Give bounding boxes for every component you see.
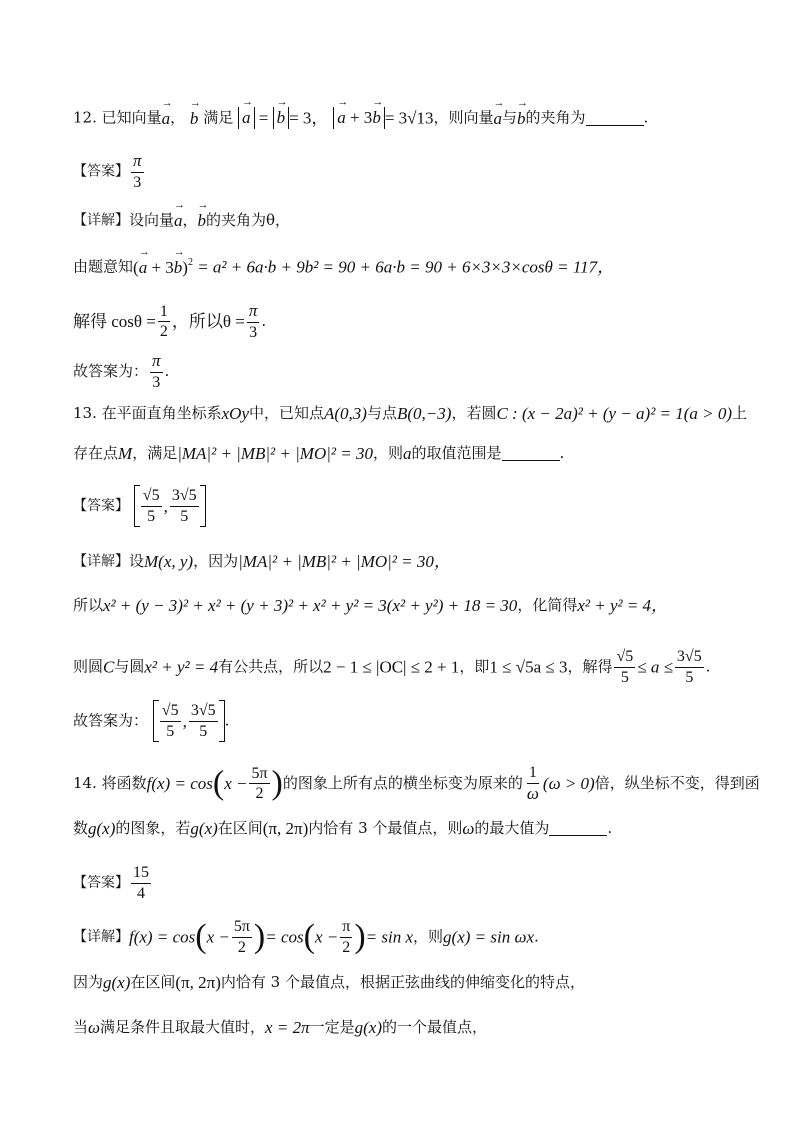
vector-b: → b (198, 212, 207, 229)
q14-d3-a: 当 (73, 1018, 89, 1036)
q13-dot: . (559, 444, 565, 462)
q12-and: 与 (502, 108, 518, 127)
q12-d1-tail: 的夹角为θ， (206, 211, 291, 229)
answer-blank (586, 111, 644, 126)
q14-k-cond: (ω > 0) (542, 774, 595, 794)
q13-d3-g: 1 ≤ √5a ≤ 3 (489, 657, 568, 677)
q14-detail-3 (73, 1019, 487, 1036)
q13-d3-c: x² + y² = 4 (144, 657, 219, 677)
q14-d1-eq: = cos (265, 927, 304, 947)
q13-stem-2 (73, 445, 564, 462)
q13-d2-b: ，化简得 (517, 596, 578, 614)
q12-d3-end: . (261, 312, 267, 331)
vector-b: → b (277, 107, 286, 129)
q13-answer-interval: $\frac{√5}{5}$ , $\frac{3√5}{5}$ (134, 485, 206, 527)
q14-d3-d: 一定是 (309, 1018, 355, 1036)
q13-l2c: ，则 (372, 444, 403, 462)
frac-den: 5 (685, 668, 694, 686)
answer-label: 【答案】 (73, 498, 129, 515)
answer-label: 【答案】 (73, 163, 129, 180)
q14-l2a: 数 (73, 819, 89, 837)
q14-stem-2 (73, 820, 612, 837)
q13-d3-f: ，即 (459, 657, 490, 676)
vector-a: → a (494, 110, 503, 127)
comma: ， (170, 108, 186, 127)
q12-detail-1 (73, 212, 290, 229)
frac-num: π (131, 152, 144, 173)
q13-point-b: B(0,−3) (397, 404, 452, 423)
q14-l2b: 的图象，若 (115, 819, 191, 837)
q12-satisfy: 满足 (203, 108, 234, 127)
q12-dot: . (643, 108, 649, 127)
vector-b: → b (517, 110, 526, 127)
q13-d1-c: |MA|² + |MB|² + |MO|² = 30， (238, 552, 451, 571)
vector-b: → b (372, 107, 381, 129)
q14-g: g(x) (103, 973, 131, 992)
q12-final-frac (150, 352, 163, 391)
q13-point-a: A(0,3) (324, 404, 367, 423)
frac-den: 2 (237, 938, 246, 956)
q14-l2d: 内恰有 3 个最值点，则 (308, 819, 463, 837)
q13-detail-3 (73, 648, 710, 686)
frac-num: 3√5 (170, 487, 199, 507)
frac-den: 5 (199, 722, 208, 740)
frac-num: 5π (232, 918, 252, 938)
frac-den: 5 (147, 507, 156, 525)
q13-l2a: 存在点 (73, 444, 119, 462)
q13-d3-b: 与圆 (114, 657, 145, 676)
q13-s3: ，若圆 (451, 404, 497, 422)
q13-final-interval: $\frac{√5}{5}$ , $\frac{3√5}{5}$ (153, 700, 225, 742)
q14-d1-x: x − (206, 927, 230, 947)
q14-l2e: 的最大值为 (474, 819, 550, 837)
detail-label: 【详解】 (73, 929, 129, 946)
final-label: 故答案为： (73, 362, 149, 381)
q13-d3-a: 则圆 (73, 657, 104, 676)
q13-a: a (403, 444, 412, 463)
q12-d2-prefix: 由题意知 (73, 257, 134, 276)
q14-d2-a: 因为 (73, 973, 104, 991)
frac-one-half (158, 303, 170, 341)
abs-a (238, 107, 255, 129)
q14-g: g(x) (190, 819, 218, 838)
frac-den: 2 (342, 938, 351, 956)
q14-d1-eq2: = sin x (365, 927, 414, 947)
frac-num: √5 (160, 702, 181, 722)
q14-d3-b: 满足条件且取最大值时， (100, 1018, 266, 1036)
q12-stem-text: 12. 已知向量 (73, 108, 162, 127)
q14-f1: f(x) = cos (146, 774, 213, 794)
vector-b: → b (174, 259, 183, 276)
q14-d1-end: . (534, 927, 539, 946)
q14-d1-x: x − (314, 927, 339, 947)
answer-label: 【答案】 (73, 875, 129, 892)
q13-d2-a: 所以 (73, 596, 104, 614)
vector-a: → a (242, 107, 251, 129)
q13-detail-2 (73, 597, 668, 614)
q14-stem-1: 14. 将函数f(x) = cos(x − $\frac{5\pi}{2}$ )的图象上所有点的横坐标变为原来的 $\frac{1}{\omega}$ (ω > 0)倍，纵坐标不变，得到函 (73, 764, 760, 803)
frac-den: 5 (166, 722, 175, 740)
q14-omega: ω (462, 819, 475, 838)
vector-a: → a (162, 110, 171, 127)
frac-num: 5π (249, 765, 269, 785)
q14-stem-text: 14. 将函数 (73, 774, 147, 793)
q13-detail-1 (73, 553, 451, 570)
vector-a: → a (174, 212, 183, 229)
q12-stem: 12. 已知向量→ a， → b 满足 → a = → b = 3， → a + 3→ b = 3√13，则向量→ a与→ b的夹角为 . (73, 107, 648, 129)
q14-detail-1: 【详解】f(x) = cos(x − $\frac{5\pi}{2}$ )= cos(x − $\frac{\pi}{2}$ )= sin x，则g(x) = sin ωx. (73, 918, 539, 956)
q13-l2d: 的取值范围是 (411, 444, 502, 462)
q12-detail-3 (73, 302, 266, 341)
q12-answer-frac (131, 152, 144, 191)
q13-s2: 与点 (366, 404, 397, 422)
frac-den: 2 (159, 323, 168, 341)
answer-blank (502, 446, 560, 461)
q14-f1-x: x − (224, 774, 248, 794)
q14-answer-frac (131, 864, 151, 902)
q13-s4: 上 (732, 404, 748, 422)
frac-num: 1 (158, 303, 170, 323)
abs-a-plus-3b: → a + 3→ b (333, 107, 385, 129)
q13-final (73, 700, 229, 742)
q12-detail-2: 由题意知(→ a + 3→ b)$^2$ = a² + 6a·b + 9b² = 90 + 6a·b = 90 + 6×3×3×cosθ = 117， (73, 258, 614, 276)
frac-den: 5 (180, 507, 189, 525)
vector-a: → a (337, 107, 346, 129)
frac-num: √5 (141, 487, 162, 507)
q12-eq-mag: = 3， (289, 108, 329, 128)
q14-dot: . (607, 819, 613, 837)
q14-s1: 的图象上所有点的横坐标变为原来的 (282, 774, 523, 793)
vector-a: → a (139, 259, 148, 276)
q12-d2-math: = a² + 6a·b + 9b² = 90 + 6a·b = 90 + 6×3×3×cosθ = 117， (197, 257, 615, 277)
frac-num: 1 (527, 764, 539, 784)
q14-interval: (π, 2π) (262, 819, 309, 838)
q14-interval: (π, 2π) (175, 973, 221, 992)
q13-d3-d: 有公共点，所以 (218, 657, 324, 676)
q13-l2b: ，满足 (132, 444, 178, 462)
q13-m: M (118, 444, 133, 463)
q13-d1-m: M(x, y) (144, 552, 194, 571)
q13-cond: |MA|² + |MB|² + |MO|² = 30 (177, 444, 373, 463)
q12-final-end: . (164, 362, 170, 381)
comma: ， (182, 211, 198, 229)
q14-d1-b: ，则 (413, 927, 444, 946)
q12-d3-mid: ，所以θ = (171, 312, 245, 332)
frac-num: 3√5 (189, 702, 218, 722)
q13-s1: 中，已知点 (249, 404, 325, 422)
q13-circle: C : (x − 2a)² + (y − a)² = 1(a > 0) (496, 404, 733, 423)
q13-answer (73, 485, 206, 527)
q14-d3-e: 的一个最值点， (381, 1018, 487, 1036)
q13-final-end: . (224, 711, 230, 730)
frac-num: 15 (131, 864, 151, 884)
q12-d1-text: 设向量 (129, 211, 175, 229)
answer-blank (549, 821, 607, 836)
q13-d1-b: ，因为 (193, 552, 239, 570)
q12-tail2: 的夹角为 (525, 108, 586, 127)
frac-den: ω (526, 783, 539, 803)
q13-d3-h: ，解得 (567, 657, 613, 676)
frac-den: 3 (249, 323, 258, 341)
q14-d2-b: 在区间 (130, 973, 176, 991)
vector-b: → b (190, 110, 199, 127)
q13-d1-a: 设 (129, 552, 145, 570)
q14-d1-f: f(x) = cos (129, 927, 196, 947)
frac-num: π (150, 352, 163, 373)
q13-stem-1 (73, 405, 747, 422)
frac-den: 5 (620, 668, 629, 686)
abs-b (273, 107, 290, 129)
q14-s2: 倍，纵坐标不变，得到函 (594, 774, 760, 793)
q13-d3-end: . (705, 657, 711, 676)
q13-d3-i: ≤ a ≤ (637, 657, 673, 677)
frac-num: √5 (614, 648, 635, 668)
frac-den: 2 (255, 785, 264, 803)
q13-d3-c-letter: C (103, 657, 115, 677)
q14-d3-c: x = 2π (265, 1018, 310, 1037)
detail-label: 【详解】 (73, 212, 129, 229)
q12-eq-sum: = 3√13 (384, 108, 434, 128)
frac-den: 3 (152, 373, 161, 391)
frac-num: π (340, 918, 352, 938)
q13-d2-math: x² + (y − 3)² + x² + (y + 3)² + x² + y² = 3(x² + y²) + 18 = 30 (103, 596, 518, 615)
q14-d2-c: 内恰有 3 个最值点，根据正弦曲线的伸缩变化的特点， (220, 973, 585, 991)
frac-den: 4 (137, 884, 145, 902)
q13-d2-c: x² + y² = 4， (577, 596, 669, 615)
q14-g: g(x) (88, 819, 116, 838)
q14-l2c: 在区间 (217, 819, 263, 837)
q13-stem-text: 13. 在平面直角坐标系 (73, 404, 222, 422)
detail-label: 【详解】 (73, 553, 129, 570)
q12-final (73, 352, 169, 391)
q14-detail-2 (73, 974, 585, 991)
q14-d1-g: g(x) = sin ωx (443, 927, 535, 947)
q14-answer (73, 864, 153, 902)
q12-d3-prefix: 解得 cosθ = (73, 312, 156, 332)
frac-num: π (247, 302, 260, 323)
final-label: 故答案为： (73, 711, 149, 730)
frac-pi-third (247, 302, 260, 341)
q13-d3-e: 2 − 1 ≤ |OC| ≤ 2 + 1 (323, 657, 460, 677)
frac-num: 3√5 (675, 648, 704, 668)
frac-den: 3 (133, 173, 142, 191)
q12-answer (73, 152, 146, 191)
q13-xoy: xOy (221, 404, 249, 423)
q14-g: g(x) (354, 1018, 382, 1037)
q14-omega: ω (88, 1018, 101, 1037)
q12-tail: ，则向量 (433, 108, 494, 127)
